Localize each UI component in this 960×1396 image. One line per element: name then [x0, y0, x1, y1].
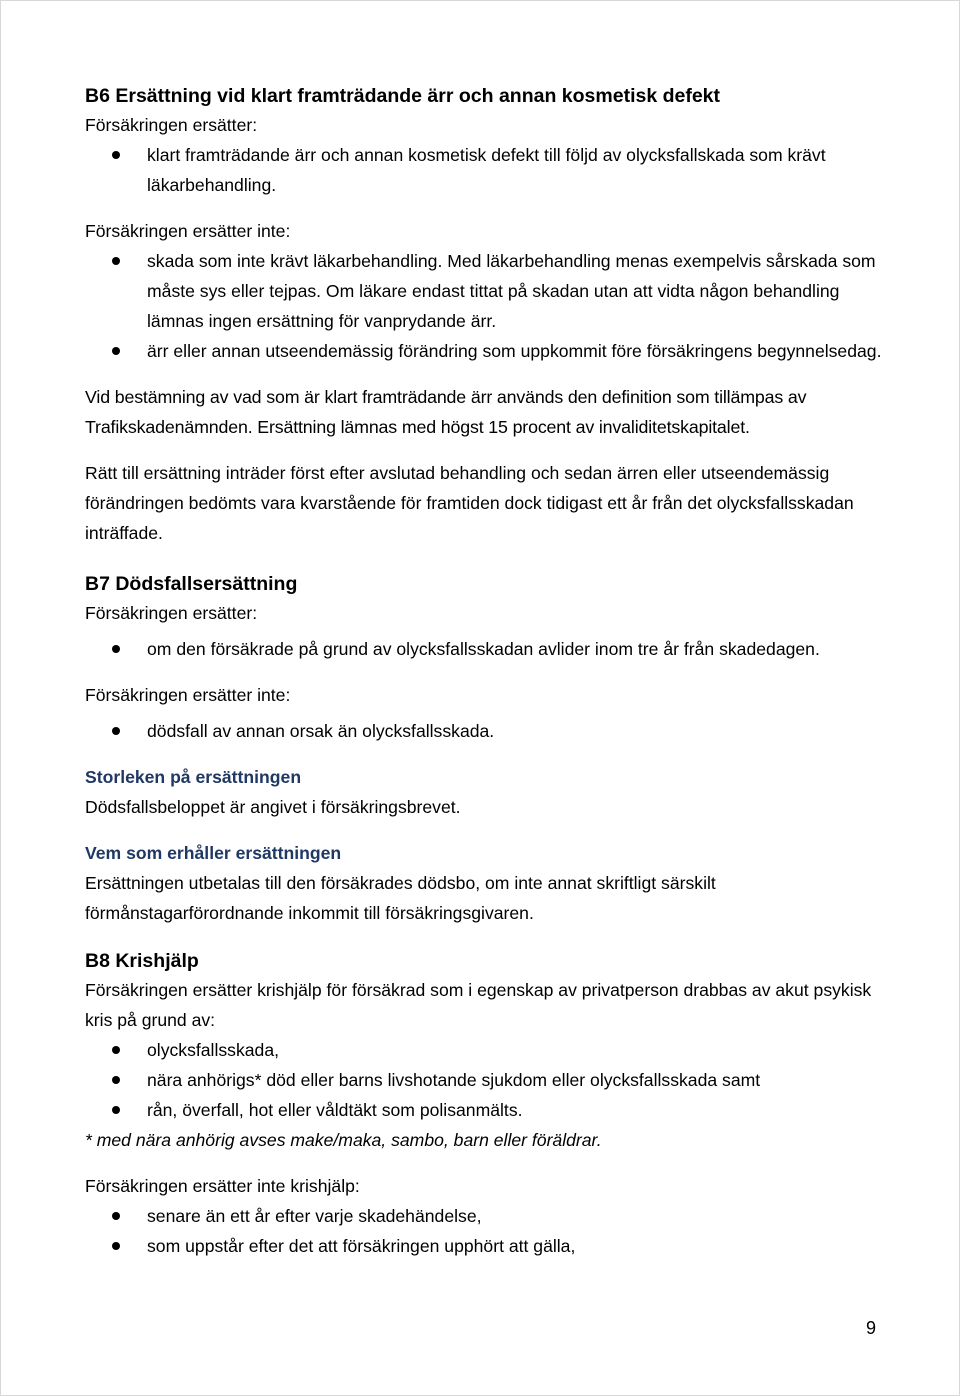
b7-not-covers-label: Försäkringen ersätter inte: [85, 685, 291, 705]
b7-receiver-heading: Vem som erhåller ersättningen [85, 843, 342, 863]
b6-not-covers-label: Försäkringen ersätter inte: [85, 221, 291, 241]
b7-not-covers-list [85, 716, 885, 746]
b6-paragraph-entitlement: Rätt till ersättning inträder först efter avslutad behandling och sedan ärren eller utseendemässig förändringen bedömts vara kvarstående för framtiden dock tidigast ett år från det olycksfallsskadan inträffade. [85, 463, 854, 543]
list-item: ärr eller annan utseendemässig förändring som uppkommit före försäkringens begynnelsedag. [85, 336, 885, 366]
bullet-icon [112, 1212, 120, 1220]
b8-not-covers-label: Försäkringen ersätter inte krishjälp: [85, 1176, 360, 1196]
bullet-icon [112, 1106, 120, 1114]
b8-footnote: * med nära anhörig avses make/maka, sambo, barn eller föräldrar. [85, 1130, 602, 1150]
section-heading-b8: B8 Krishjälp [85, 950, 199, 972]
b6-paragraph-definition: Vid bestämning av vad som är klart framträdande ärr används den definition som tillämpas av Trafikskadenämnden. Ersättning lämnas med högst 15 procent av invaliditetskapitalet. [85, 387, 807, 437]
list-item: olycksfallsskada, [85, 1035, 885, 1065]
b8-intro: Försäkringen ersätter krishjälp för försäkrad som i egenskap av privatperson drabbas av akut psykisk kris på grund av: [85, 980, 872, 1030]
page-number: 9 [865, 1318, 876, 1338]
list-item: klart framträdande ärr och annan kosmetisk defekt till följd av olycksfallskada som krävt läkarbehandling. [85, 140, 885, 200]
bullet-icon [112, 1242, 120, 1250]
list-item: skada som inte krävt läkarbehandling. Med läkarbehandling menas exempelvis sårskada som måste sys eller tejpas. Om läkare endast tittat på skadan utan att vidta någon behandling lämnas ingen ersättning för vanprydande ärr. [85, 246, 885, 336]
list-item: rån, överfall, hot eller våldtäkt som polisanmälts. [85, 1095, 885, 1125]
bullet-icon [112, 1076, 120, 1084]
list-item: som uppstår efter det att försäkringen upphört att gälla, [85, 1231, 885, 1261]
bullet-icon [112, 727, 120, 735]
section-heading-b6: B6 Ersättning vid klart framträdande ärr och annan kosmetisk defekt [85, 85, 721, 107]
bullet-icon [112, 645, 120, 653]
b6-covers-list [85, 140, 885, 200]
b8-causes-list [85, 1035, 885, 1125]
b7-receiver-text: Ersättningen utbetalas till den försäkrades dödsbo, om inte annat skriftligt särskilt förmånstagarförordnande inkommit till försäkringsgivaren. [85, 873, 716, 923]
b8-not-covers-list [85, 1201, 885, 1261]
bullet-icon [112, 151, 120, 159]
b7-size-text: Dödsfallsbeloppet är angivet i försäkringsbrevet. [85, 797, 461, 817]
b7-size-heading: Storleken på ersättningen [85, 767, 302, 787]
b7-covers-label: Försäkringen ersätter: [85, 603, 258, 623]
document-body [85, 82, 885, 1261]
bullet-icon [112, 347, 120, 355]
b7-covers-list [85, 634, 885, 664]
bullet-icon [112, 257, 120, 265]
list-item: nära anhörigs* död eller barns livshotande sjukdom eller olycksfallsskada samt [85, 1065, 885, 1095]
list-item: dödsfall av annan orsak än olycksfallsskada. [85, 716, 885, 746]
list-item: senare än ett år efter varje skadehändelse, [85, 1201, 885, 1231]
section-heading-b7: B7 Dödsfallsersättning [85, 573, 298, 595]
b6-covers-label: Försäkringen ersätter: [85, 115, 258, 135]
list-item: om den försäkrade på grund av olycksfallsskadan avlider inom tre år från skadedagen. [85, 634, 885, 664]
b6-not-covers-list [85, 246, 885, 366]
bullet-icon [112, 1046, 120, 1054]
